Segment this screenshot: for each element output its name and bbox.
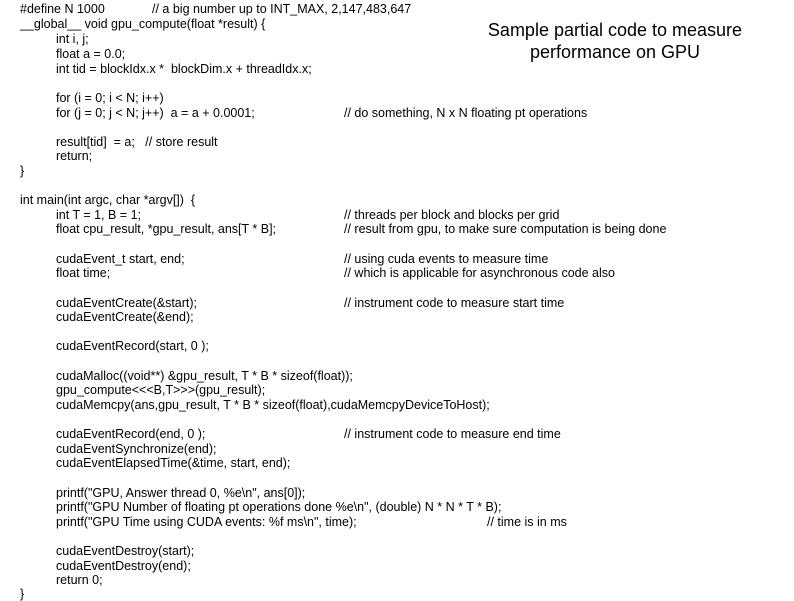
code-line: int main(int argc, char *argv[]) {	[20, 193, 196, 207]
code-line: cudaEventRecord(start, 0 );	[56, 339, 209, 353]
code-line: result[tid] = a; // store result	[56, 135, 218, 149]
code-line: cudaEventElapsedTime(&time, start, end);	[56, 456, 291, 470]
code-line: return 0;	[56, 573, 103, 587]
code-line: cudaEventDestroy(end);	[56, 559, 191, 573]
code-line: printf("GPU Time using CUDA events: %f ms\n", time);	[56, 515, 357, 529]
code-line: float a = 0.0;	[56, 47, 126, 61]
slide-title-line-2: performance on GPU	[529, 42, 701, 62]
code-comment: // a big number up to INT_MAX, 2,147,483,647	[152, 2, 412, 16]
code-line: gpu_compute<<<B,T>>>(gpu_result);	[56, 383, 266, 397]
code-comment: // threads per block and blocks per grid	[344, 208, 560, 222]
code-line: cudaEventRecord(end, 0 );	[56, 427, 206, 441]
code-line: cudaEventCreate(&start);	[56, 296, 198, 310]
code-line: }	[20, 587, 25, 601]
code-line: int T = 1, B = 1;	[56, 208, 142, 222]
code-line: cudaMemcpy(ans,gpu_result, T * B * sizeof(float),cudaMemcpyDeviceToHost);	[56, 398, 490, 412]
slide-title-line-1: Sample partial code to measure	[487, 20, 743, 40]
code-line: printf("GPU Number of floating pt operations done %e\n", (double) N * N * T * B);	[56, 500, 502, 514]
code-line: cudaMalloc((void**) &gpu_result, T * B * sizeof(float));	[56, 369, 353, 383]
code-line: cudaEventCreate(&end);	[56, 310, 194, 324]
slide-title	[470, 19, 760, 63]
code-line: }	[20, 164, 25, 178]
code-line: cudaEventSynchronize(end);	[56, 442, 217, 456]
code-comment: // do something, N x N floating pt operations	[344, 106, 588, 120]
code-line: for (i = 0; i < N; i++)	[56, 91, 164, 105]
code-line: for (j = 0; j < N; j++) a = a + 0.0001;	[56, 106, 255, 120]
code-comment: // time is in ms	[487, 515, 567, 529]
code-line: #define N 1000	[20, 2, 105, 16]
code-comment: // instrument code to measure end time	[344, 427, 561, 441]
code-line: printf("GPU, Answer thread 0, %e\n", ans[0]);	[56, 486, 306, 500]
code-comment: // result from gpu, to make sure computation is being done	[344, 222, 667, 236]
code-line: float time;	[56, 266, 111, 280]
code-line: cudaEventDestroy(start);	[56, 544, 195, 558]
code-line: int tid = blockIdx.x * blockDim.x + threadIdx.x;	[56, 62, 312, 76]
code-comment: // which is applicable for asynchronous code also	[344, 266, 615, 280]
code-comment: // instrument code to measure start time	[344, 296, 565, 310]
code-line: __global__ void gpu_compute(float *result) {	[20, 17, 266, 31]
code-line: return;	[56, 149, 93, 163]
code-comment: // using cuda events to measure time	[344, 252, 549, 266]
code-line: float cpu_result, *gpu_result, ans[T * B];	[56, 222, 277, 236]
code-line: cudaEvent_t start, end;	[56, 252, 185, 266]
code-line: int i, j;	[56, 32, 89, 46]
